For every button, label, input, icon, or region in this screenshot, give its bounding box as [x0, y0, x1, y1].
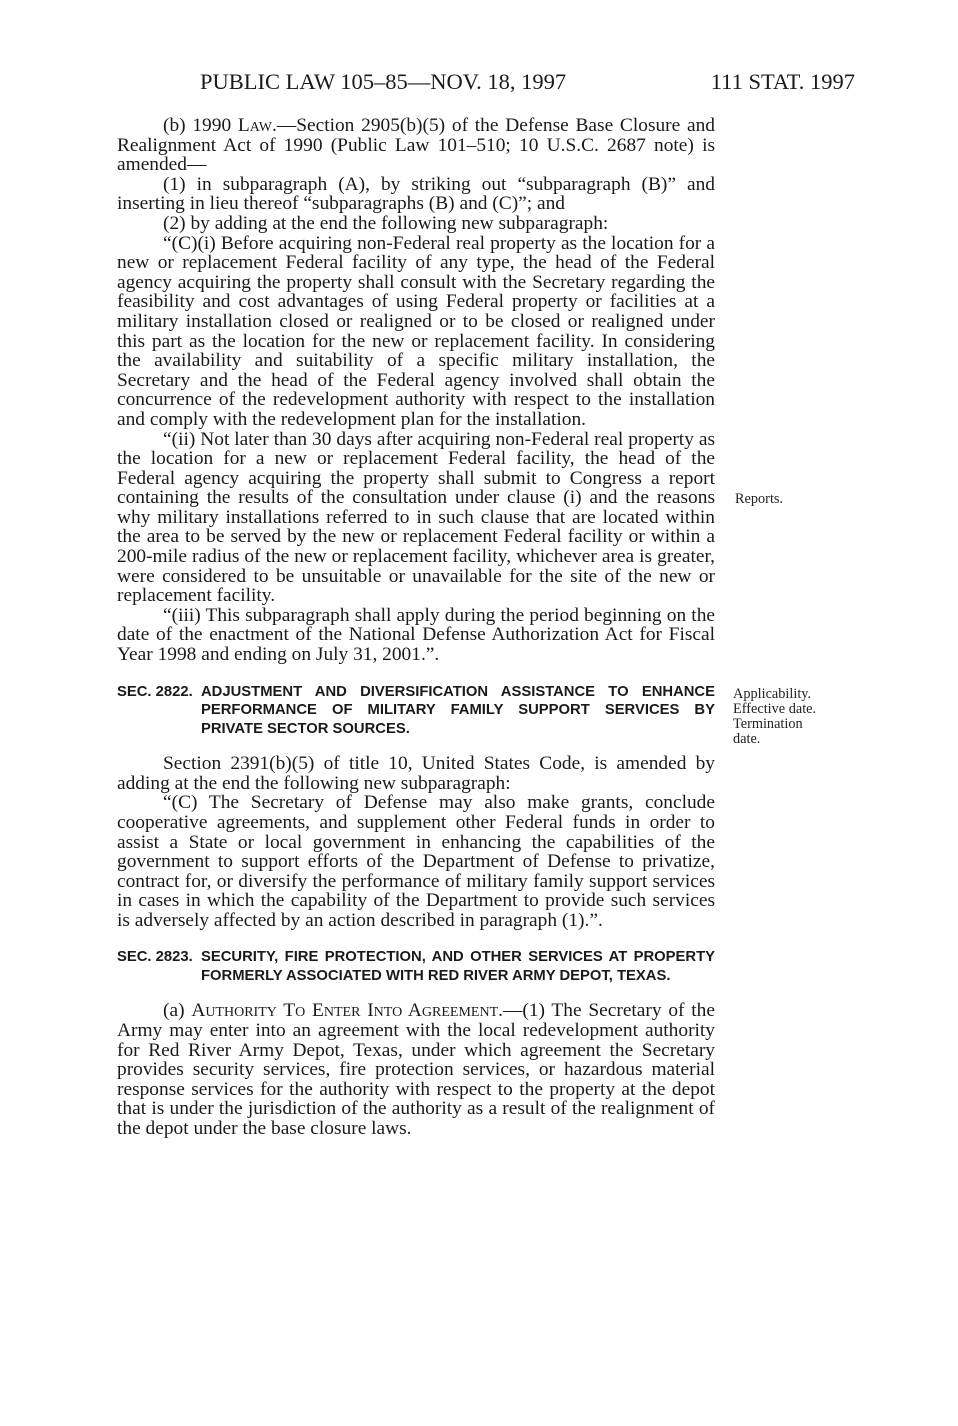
- paragraph-2-adding: (2) by adding at the end the following new subparagraph:: [163, 212, 609, 234]
- paragraph-c-ii: “(ii) Not later than 30 days after acquiring non-Federal real property as the location for a new or replacement Federal facility, the head of the Federal agency acquiring the property shall submit to Congress a report containing the results of the consultation under clause (i) and the reasons why military installations referred to in such clause that are located within the area to be served by the new or replacement Federal facility or within a 200-mile radius of the new or replacement facility, whichever area is greater, were considered to be unsuitable or unavailable for the site of the new or replacement facility.: [117, 428, 715, 607]
- para-text: .—Section 2905(b)(5) of the Defense Base Closure and Realignment Act of 1990 (Public Law 101–510; 10 U.S.C. 2687 note) is amended—: [117, 115, 715, 176]
- paragraph-section-2391: Section 2391(b)(5) of title 10, United States Code, is amended by adding at the end the following new subparagraph:: [117, 753, 715, 794]
- body-text: [117, 116, 715, 1139]
- para-lead: (b) 1990: [163, 115, 238, 136]
- section-title: SECURITY, FIRE PROTECTION, AND OTHER SERVICES AT PROPERTY FORMERLY ASSOCIATED WITH RED RIVER ARMY DEPOT, TEXAS.: [201, 949, 715, 984]
- margin-note-reports: Reports.: [735, 491, 784, 507]
- paragraph-1-subparagraph-a: (1) in subparagraph (A), by striking out “subparagraph (B)” and inserting in lieu thereof “subparagraphs (B) and (C)”; and: [117, 173, 715, 215]
- section-2823-heading: [117, 948, 715, 985]
- para-lead: (a): [163, 1000, 192, 1022]
- margin-note-effective-date: Effective date.: [733, 701, 817, 717]
- margin-note-applicability: Applicability.: [733, 686, 812, 702]
- section-2822-heading: [117, 683, 715, 739]
- section-number: SEC. 2823.: [117, 949, 193, 966]
- para-text: .—(1) The Secretary of the Army may enter into an agreement with the local redevelopment authority for Red River Army Depot, Texas, under which agreement the Secretary provides security services, fire protection services, or hazardous material response services for the authority with respect to the property at the depot that is under the jurisdiction of the authority as a result of the realignment of the depot under the base closure laws.: [117, 1000, 715, 1140]
- margin-note-group: [733, 687, 823, 747]
- header-public-law: PUBLIC LAW 105–85—NOV. 18, 1997: [200, 69, 567, 94]
- header-stat-page: 111 STAT. 1997: [710, 69, 855, 94]
- paragraph-c-i: “(C)(i) Before acquiring non-Federal real property as the location for a new or replacement Federal facility of any type, the head of the Federal agency acquiring the property shall consult with the Secretary regarding the feasibility and cost advantages of using Federal property or facilities at a military installation closed or realigned or to be closed or realigned under this part as the location for the new or replacement facility. In considering the availability and suitability of a specific military installation, the Secretary and the head of the Federal agency involved shall obtain the concurrence of the redevelopment authority with respect to the installation and comply with the redevelopment plan for the installation.: [117, 232, 715, 430]
- margin-note-termination-date: Termination date.: [733, 716, 803, 747]
- paragraph-b-1990-law: [117, 116, 715, 175]
- paragraph-c-iii: “(iii) This subparagraph shall apply during the period beginning on the date of the enactment of the National Defense Authorization Act for Fiscal Year 1998 and ending on July 31, 2001.”.: [117, 604, 715, 666]
- para-smallcaps-heading: Authority To Enter Into Agreement: [191, 1000, 499, 1022]
- para-smallcaps-heading: Law: [237, 115, 272, 136]
- section-number: SEC. 2822.: [117, 683, 193, 700]
- section-title: ADJUSTMENT AND DIVERSIFICATION ASSISTANCE TO ENHANCE PERFORMANCE OF MILITARY FAMILY SUPPORT SERVICES BY PRIVATE SECTOR SOURCES.: [201, 683, 715, 737]
- paragraph-c-secretary-grants: “(C) The Secretary of Defense may also make grants, conclude cooperative agreements, and supplement other Federal funds in order to assist a State or local government in enhancing the capabilities of the government to support efforts of the Department of Defense to privatize, contract for, or diversify the performance of military family support services in cases in which the capability of the Department to provide such services is adversely affected by an action described in paragraph (1).”.: [117, 792, 715, 931]
- running-header: [200, 66, 855, 98]
- paragraph-a-authority: [117, 1001, 715, 1138]
